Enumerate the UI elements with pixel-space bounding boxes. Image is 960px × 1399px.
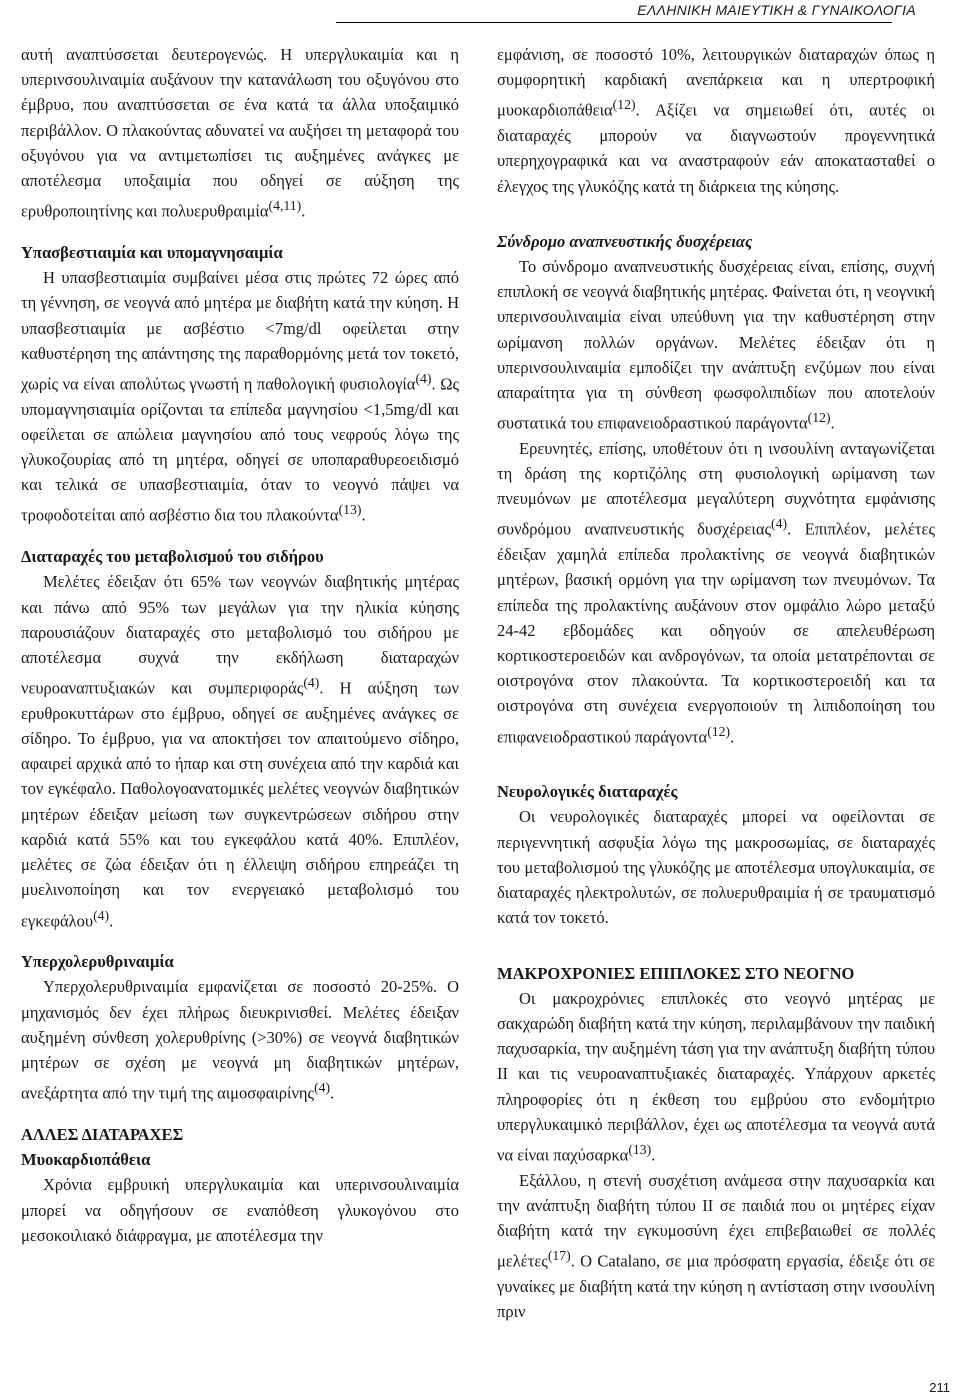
paragraph-text: Η υπασβεστιαιμία συμβαίνει μέσα στις πρώτες 72 ώρες από τη γέννηση, σε νεογνά από μητέρα με διαβήτη κατά την κύηση. Η υπασβεστιαιμία με ασβέστιο <7mg/dl οφείλεται στην καθυστέρηση της απάντησης της παραθορμόνης μετά τον τοκετό, χωρίς να είναι απολύτως γνωστή η παθολογική φυσιολογία bbox=[21, 268, 459, 394]
paragraph-intro: αυτή αναπτύσσεται δευτερογενώς. Η υπεργλυκαιμία και η υπερινσουλιναιμία αυξάνουν την κατανάλωση του οξυγόνου στο έμβρυο, που αναπτύσσεται σε ένα κατά τα άλλα υποξαιμικό περιβάλλον. Ο πλακούντας αδυνατεί να αυξήσει τη μεταφορά του οξυγόνου για να αντιμετωπίσει τις αυξημένες ανάγκες με αποτέλεσμα υποξαιμία που οδηγεί σε αύξηση της ερυθροποιητίνης και πολυερυθραιμία$^{(4,11)}$. bbox=[21, 45, 459, 221]
paragraph-text: αυτή αναπτύσσεται δευτερογενώς. Η υπεργλυκαιμία και η υπερινσουλιναιμία αυξάνουν την κατανάλωση του οξυγόνου στο έμβρυο, που αναπτύσσεται σε ένα κατά τα άλλα υποξαιμικό περιβάλλον. Ο πλακούντας αδυνατεί να αυξήσει τη μεταφορά του οξυγόνου για να αντιμετωπίσει τις αυξημένες ανάγκες με αποτέλεσμα υποξαιμία που οδηγεί σε αύξηση της ερυθροποιητίνης και πολυερυθραιμία bbox=[21, 45, 459, 221]
subsection-heading-cardiomyopathy: Μυοκαρδιοπάθεια bbox=[21, 1150, 151, 1170]
paragraph-iron: Μελέτες έδειξαν ότι 65% των νεογνών διαβητικής μητέρας και πάνω από 95% των μεγάλων για την ηλικία κύησης παρουσιάζουν διαταραχές στο μεταβολισμό του σιδήρου με αποτέλεσμα συχνά την εκδήλωση διαταραχών νευροαναπτυξιακών και συμπεριφοράς$^{(4)}$. Η αύξηση των ερυθροκυττάρων στο έμβρυο, οδηγεί σε αυξημένες ανάγκες σε σίδηρο. Το έμβρυο, για να αποκτήσει τον απαιτούμενο σίδηρο, αφαιρεί αρχικά από το ήπαρ και στη συνέχεια από την καρδιά και τον εγκέφαλο. Παθολογοανατομικές μελέτες νεογνών διαβητικών μητέρων έδειξαν μείωση των συγκεντρώσεων σιδήρου στην καρδιά κατά 55% και του εγκεφάλου κατά 40%. Επιπλέον, μελέτες σε ζώα έδειξαν ότι η έλλειψη σιδήρου επηρεάζει τη μυελινοποίηση και τον ενεργειακό μεταβολισμό του εγκεφάλου$^{(4)}$. bbox=[21, 572, 459, 930]
paragraph-text: . Η αύξηση των ερυθροκυττάρων στο έμβρυο, οδηγεί σε αυξημένες ανάγκες σε σίδηρο. Το έμβρυο, για να αποκτήσει τον απαιτούμενο σίδηρο, αφαιρεί αρχικά από το ήπαρ και στη συνέχεια από την καρδιά και τον εγκέφαλο. Παθολογοανατομικές μελέτες νεογνών διαβητικών μητέρων έδειξαν μείωση των συγκεντρώσεων σιδήρου στην καρδιά κατά 55% και του εγκεφάλου κατά 40%. Επιπλέον, μελέτες σε ζώα έδειξαν ότι η έλλειψη σιδήρου επηρεάζει τη μυελινοποίηση και τον ενεργειακό μεταβολισμό του εγκεφάλου bbox=[21, 678, 459, 930]
paragraph-text: . Ο Catalano, σε μια πρόσφατη εργασία, έδειξε ότι σε γυναίκες με διαβήτη κατά την κύηση η αντίσταση στην ινσουλίνη πριν bbox=[497, 1251, 935, 1322]
paragraph-text: Ερευνητές, επίσης, υποθέτουν ότι η ινσουλίνη ανταγωνίζεται τη δράση της κορτιζόλης στη φυσιολογική ωρίμανση των πνευμόνων με αποτέλεσμα μεγαλύτερη συχνότητα εμφάνισης συνδρόμου αναπνευστικής δυσχέρειας bbox=[497, 438, 935, 539]
right-column bbox=[497, 42, 935, 1324]
citation: (17) bbox=[547, 1248, 571, 1264]
paragraph-neurological: Οι νευρολογικές διαταραχές μπορεί να οφείλονται σε περιγεννητική ασφυξία λόγω της μακροσωμίας, σε διαταραχές του μεταβολισμού της γλυκόζης με αποτέλεσμα υπογλυκαιμία, σε διαταραχές ηλεκτρολυτών, σε πολυερυθραιμία ή σε τραυματισμό κατά τον τοκετό. bbox=[497, 807, 935, 928]
paragraph-text: . Αξίζει να σημειωθεί ότι, αυτές οι διαταραχές μπορούν να διαγνωστούν προγεννητικά υπερηχογραφικά και να αναστραφούν εάν αποκατασταθεί ο έλεγχος της γλυκόζης κατά τη διάρκεια της κύησης. bbox=[497, 100, 935, 196]
section-heading-iron: Διαταραχές του μεταβολισμού του σιδήρου bbox=[21, 547, 324, 567]
citation: (4) bbox=[771, 516, 788, 532]
journal-title: ΕΛΛΗΝΙΚΗ ΜΑΙΕΥΤΙΚΗ & ΓΥΝΑΙΚΟΛΟΓΙΑ bbox=[637, 2, 916, 18]
paragraph-bilirubin: Υπερχολερυθριναιμία εμφανίζεται σε ποσοστό 20-25%. Ο μηχανισμός δεν έχει πλήρως διευκρινισθεί. Μελέτες έδειξαν αυξημένη σύνθεση χολερυθρίνης (>30%) σε νεογνά διαβητικών μητέρων σε σχέση με νεογνά μη διαβητικών μητέρων, ανεξάρτητα από την τιμή της αιμοσφαιρίνης$^{(4)}$. bbox=[21, 977, 459, 1103]
citation: (12) bbox=[807, 410, 831, 426]
citation: (13) bbox=[338, 502, 362, 518]
paragraph-text: Το σύνδρομο αναπνευστικής δυσχέρειας είναι, επίσης, συχνή επιπλοκή σε νεογνά διαβητικής μητέρας. Φαίνεται ότι, η νεογνική υπερινσουλιναιμία είναι υπεύθυνη για την καθυστέρηση στην ωρίμανση πολλών οργάνων. Μελέτες έδειξαν ότι η υπερινσουλιναιμία εμποδίζει την ανάπτυξη ενζύμων που είναι απαραίτητα για τη σύνθεση φωσφολιπιδίων που αποτελούν συστατικά του επιφανειοδραστικού παράγοντα bbox=[497, 256, 935, 433]
citation: (13) bbox=[628, 1141, 652, 1157]
paragraph-text: Εξάλλου, η στενή συσχέτιση ανάμεσα στην παχυσαρκία και την ανάπτυξη διαβήτη τύπου ΙΙ σε παιδιά που οι μητέρες είχαν διαβήτη κατά την εγκυμοσύνη έχει επιβεβαιωθεί σε πολλές μελέτες bbox=[497, 1170, 935, 1271]
citation: (4,11) bbox=[268, 198, 302, 214]
left-column bbox=[21, 42, 459, 1248]
paragraph-long-term-1: Οι μακροχρόνιες επιπλοκές στο νεογνό μητέρας με σακχαρώδη διαβήτη κατά την κύηση, περιλαμβάνουν την παιδική παχυσαρκία, την αυξημένη τάση για την ανάπτυξη διαβήτη τύπου ΙΙ και τις νευροαναπτυξιακές διαταραχές. Υπάρχουν αρκετές πληροφορίες ότι η έκθεση του εμβρύου στο ενδομήτριο υπεργλυκαιμικό περιβάλλον, έχει ως αποτέλεσμα τα νεογνά αυτά να είναι παχύσαρκα$^{(13)}$. bbox=[497, 988, 935, 1165]
header-rule bbox=[336, 22, 892, 23]
citation: (12) bbox=[612, 97, 636, 113]
paragraph-text: . Επιπλέον, μελέτες έδειξαν χαμηλά επίπεδα προλακτίνης σε νεογνά διαβητικών μητέρων, βασική ορμόνη για την ωρίμανση των πνευμόνων. Τα επίπεδα της προλακτίνης αυξάνουν στον ομφάλιο λώρο μεταξύ 24-42 εβδομάδες και οδηγούν σε απελευθέρωση κορτικοστεροειδών και ανδρογόνων, τα οποία μετατρέπονται σε οιστρογόνα στον πλακούντα. Τα κορτικοστεροειδή και τα οιστρογόνα στη συνέχεια ενεργοποιούν τη λιπιδοποίηση του επιφανειοδραστικού παράγοντα bbox=[497, 519, 935, 747]
citation: (4) bbox=[303, 675, 320, 691]
citation: (4) bbox=[93, 907, 110, 923]
section-heading-respiratory: Σύνδρομο αναπνευστικής δυσχέρειας bbox=[497, 231, 753, 251]
paragraph-cardio-continued bbox=[497, 42, 935, 199]
citation: (4) bbox=[415, 370, 432, 386]
paragraph-long-term-2 bbox=[497, 1168, 935, 1325]
paragraph-text: εμφάνιση, σε ποσοστό 10%, λειτουργικών διαταραχών όπως η συμφορητική καρδιακή ανεπάρκεια και η υπερτροφική μυοκαρδιοπάθεια bbox=[497, 45, 935, 120]
paragraph-hypocalcemia: Η υπασβεστιαιμία συμβαίνει μέσα στις πρώτες 72 ώρες από τη γέννηση, σε νεογνά από μητέρα με διαβήτη κατά την κύηση. Η υπασβεστιαιμία με ασβέστιο <7mg/dl οφείλεται στην καθυστέρηση της απάντησης της παραθορμόνης μετά τον τοκετό, χωρίς να είναι απολύτως γνωστή η παθολογική φυσιολογία$^{(4)}$. Ως υπομαγνησιαιμία ορίζονται τα επίπεδα μαγνησίου <1,5mg/dl και οφείλεται σε απώλεια μαγνησίου από τους νεφρούς λόγω της γλυκοζουρίας από τη μητέρα, οδηγεί σε υποπαραθυρεοειδισμό και τελικά σε υπασβεστιαιμία, όταν το νεογνό πάψει να τροφοδοτείται από ασβέστιο δια του πλακούντα$^{(13)}$. bbox=[21, 268, 459, 525]
paragraph-text: Υπερχολερυθριναιμία εμφανίζεται σε ποσοστό 20-25%. Ο μηχανισμός δεν έχει πλήρως διευκρινισθεί. Μελέτες έδειξαν αυξημένη σύνθεση χολερυθρίνης (>30%) σε νεογνά διαβητικών μητέρων σε σχέση με νεογνά μη διαβητικών μητέρων, ανεξάρτητα από την τιμή της αιμοσφαιρίνης bbox=[21, 977, 459, 1103]
citation: (4) bbox=[314, 1080, 331, 1096]
citation: (12) bbox=[707, 723, 731, 739]
paragraph-respiratory-2: Ερευνητές, επίσης, υποθέτουν ότι η ινσουλίνη ανταγωνίζεται τη δράση της κορτιζόλης στη φυσιολογική ωρίμανση των πνευμόνων με αποτέλεσμα μεγαλύτερη συχνότητα εμφάνισης συνδρόμου αναπνευστικής δυσχέρειας$^{(4)}$. Επιπλέον, μελέτες έδειξαν χαμηλά επίπεδα προλακτίνης σε νεογνά διαβητικών μητέρων, βασική ορμόνη για την ωρίμανση των πνευμόνων. Τα επίπεδα της προλακτίνης αυξάνουν στον ομφάλιο λώρο μεταξύ 24-42 εβδομάδες και οδηγούν σε απελευθέρωση κορτικοστεροειδών και ανδρογόνων, τα οποία μετατρέπονται σε οιστρογόνα στον πλακούντα. Τα κορτικοστεροειδή και τα οιστρογόνα στη συνέχεια ενεργοποιούν τη λιπιδοποίηση του επιφανειοδραστικού παράγοντα$^{(12)}$. bbox=[497, 438, 935, 747]
paragraph-text: Μελέτες έδειξαν ότι 65% των νεογνών διαβητικής μητέρας και πάνω από 95% των μεγάλων για την ηλικία κύησης παρουσιάζουν διαταραχές στο μεταβολισμό του σιδήρου με αποτέλεσμα συχνά την εκδήλωση διαταραχών νευροαναπτυξιακών και συμπεριφοράς bbox=[21, 572, 459, 698]
section-heading-long-term: ΜΑΚΡΟΧΡΟΝΙΕΣ ΕΠΙΠΛΟΚΕΣ ΣΤΟ ΝΕΟΓΝΟ bbox=[497, 963, 855, 983]
section-heading-neurological: Νευρολογικές διαταραχές bbox=[497, 782, 678, 802]
paragraph-text: . Ως υπομαγνησιαιμία ορίζονται τα επίπεδα μαγνησίου <1,5mg/dl και οφείλεται σε απώλεια μαγνησίου από τους νεφρούς λόγω της γλυκοζουρίας από τη μητέρα, οδηγεί σε υποπαραθυρεοειδισμό και τελικά σε υπασβεστιαιμία, όταν το νεογνό πάψει να τροφοδοτείται από ασβέστιο δια του πλακούντα bbox=[21, 374, 459, 525]
paragraph-cardiomyopathy: Χρόνια εμβρυική υπεργλυκαιμία και υπερινσουλιναιμία μπορεί να οδηγήσουν σε εναπόθεση γλυκογόνου στο μεσοκοιλιακό διάφραγμα, με αποτέλεσμα την bbox=[21, 1175, 459, 1245]
paragraph-text: Οι μακροχρόνιες επιπλοκές στο νεογνό μητέρας με σακχαρώδη διαβήτη κατά την κύηση, περιλαμβάνουν την παιδική παχυσαρκία, την αυξημένη τάση για την ανάπτυξη διαβήτη τύπου ΙΙ και τις νευροαναπτυξιακές διαταραχές. Υπάρχουν αρκετές πληροφορίες ότι η έκθεση του εμβρύου στο ενδομήτριο υπεργλυκαιμικό περιβάλλον, έχει ως αποτέλεσμα τα νεογνά αυτά να είναι παχύσαρκα bbox=[497, 988, 935, 1165]
section-heading-hypocalcemia: Υπασβεστιαιμία και υπομαγνησαιμία bbox=[21, 242, 283, 262]
section-heading-bilirubin: Υπερχολερυθριναιμία bbox=[21, 952, 174, 972]
section-heading-other: ΑΛΛΕΣ ΔΙΑΤΑΡΑΧΕΣ bbox=[21, 1124, 184, 1144]
running-header bbox=[316, 0, 916, 20]
paragraph-respiratory-1: Το σύνδρομο αναπνευστικής δυσχέρειας είναι, επίσης, συχνή επιπλοκή σε νεογνά διαβητικής μητέρας. Φαίνεται ότι, η νεογνική υπερινσουλιναιμία είναι υπεύθυνη για την καθυστέρηση στην ωρίμανση πολλών οργάνων. Μελέτες έδειξαν ότι η υπερινσουλιναιμία εμποδίζει την ανάπτυξη ενζύμων που είναι απαραίτητα για τη σύνθεση φωσφολιπιδίων που αποτελούν συστατικά του επιφανειοδραστικού παράγοντα$^{(12)}$. bbox=[497, 256, 935, 433]
page-number: 211 bbox=[929, 1380, 950, 1395]
